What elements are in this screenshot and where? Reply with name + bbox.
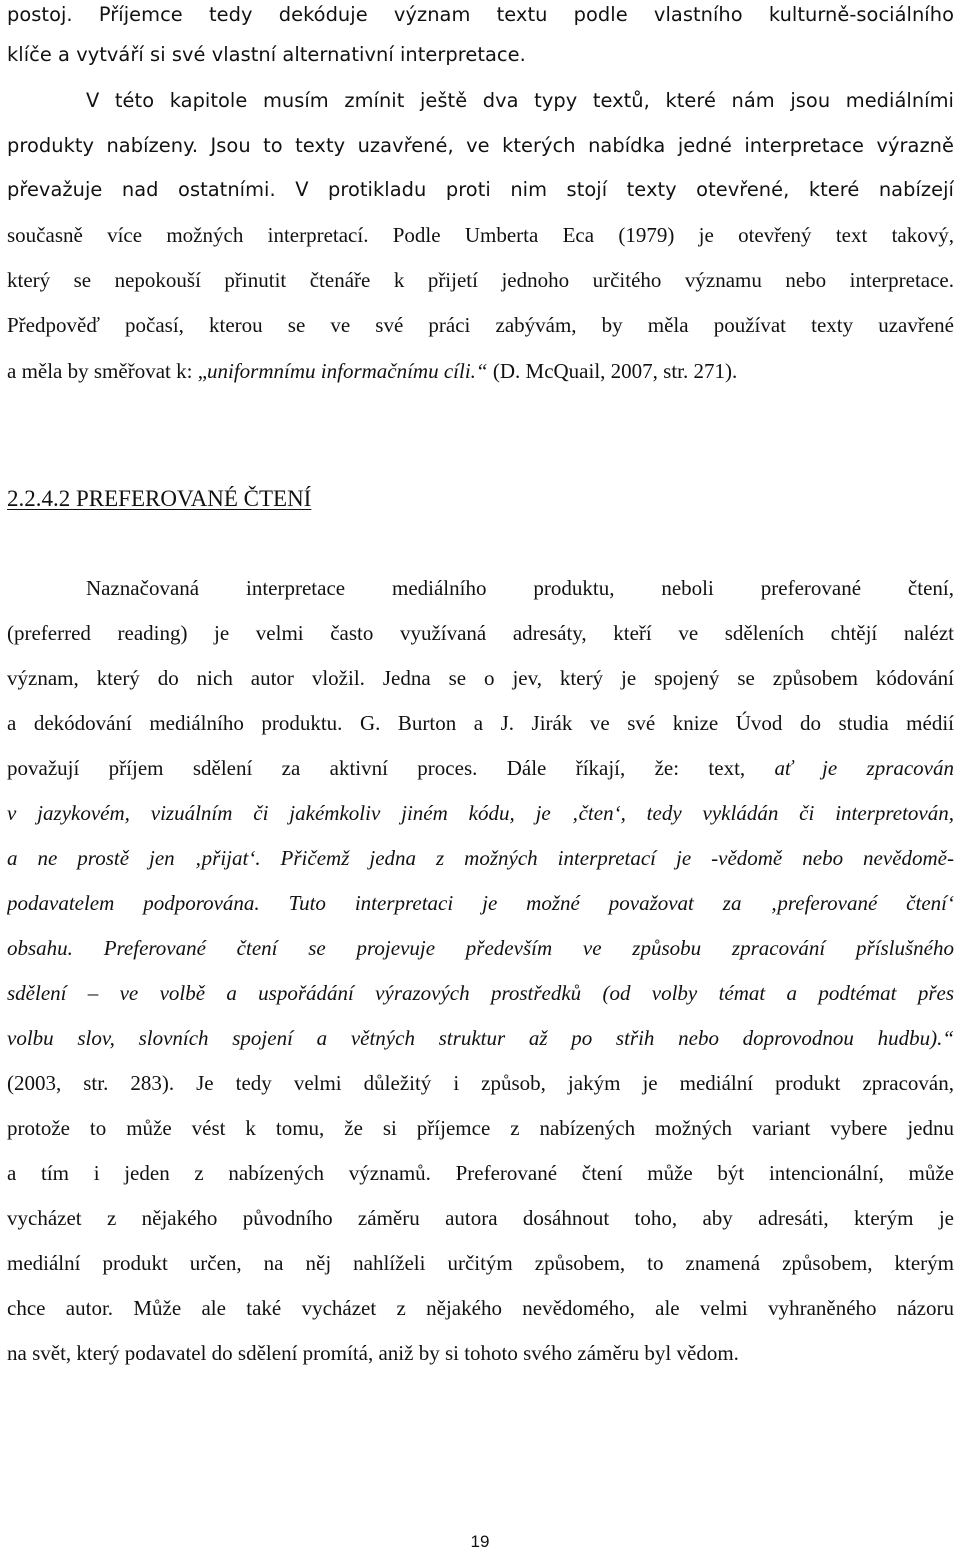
paragraph-line bbox=[7, 356, 954, 386]
quote-start-line: považují příjem sdělení za aktivní proces. Dále říkají, že: text, ať je zpracován bbox=[7, 756, 954, 780]
paragraph-line: obsahu. Preferované čtení se projevuje především ve způsobu zpracování příslušného bbox=[7, 936, 954, 960]
paragraph-line bbox=[7, 753, 954, 783]
page-number: 19 bbox=[470, 1532, 490, 1551]
paragraph-line: chce autor. Může ale také vycházet z nějakého nevědomého, ale velmi vyhraněného názoru bbox=[7, 1296, 954, 1320]
paragraph-line: v jazykovém, vizuálním či jakémkoliv jiném kódu, je ‚čten‘, tedy vykládán či interpretován, bbox=[7, 801, 954, 825]
paragraph-line: Předpověď počasí, kterou se ve své práci zabývám, by měla používat texty uzavřené bbox=[7, 313, 954, 337]
paragraph-line: protože to může vést k tomu, že si příjemce z nabízených možných variant vybere jednu bbox=[7, 1116, 954, 1140]
section-heading: 2.2.4.2 PREFEROVANÉ ČTENÍ bbox=[7, 486, 312, 511]
paragraph-line: a tím i jeden z nabízených významů. Preferované čtení může být intencionální, může bbox=[7, 1161, 954, 1185]
paragraph-line: Naznačovaná interpretace mediálního produktu, neboli preferované čtení, bbox=[86, 576, 954, 600]
paragraph-line: podavatelem podporována. Tuto interpretaci je možné považovat za ‚preferované čtení‘ bbox=[7, 891, 954, 915]
paragraph-line: volbu slov, slovních spojení a větných struktur až po střih nebo doprovodnou hudbu).“ bbox=[7, 1026, 954, 1050]
paragraph-line: a dekódování mediálního produktu. G. Burton a J. Jirák ve své knize Úvod do studia médií bbox=[7, 711, 954, 735]
paragraph-line: produkty nabízeny. Jsou to texty uzavřené, ve kterých nabídka jedné interpretace výrazně bbox=[7, 134, 954, 157]
paragraph-line: současně více možných interpretací. Podle Umberta Eca (1979) je otevřený text takový, bbox=[7, 223, 954, 247]
paragraph-line: a ne prostě jen ‚přijat‘. Přičemž jedna z možných interpretací je -vědomě nebo nevědomě- bbox=[7, 846, 954, 870]
citation-line-text: a měla by směřovat k: „uniformnímu informačnímu cíli.“ (D. McQuail, 2007, str. 271). bbox=[7, 359, 738, 383]
paragraph-line: klíče a vytváří si své vlastní alternativní interpretace. bbox=[7, 43, 526, 66]
paragraph-line: mediální produkt určen, na něj nahlíželi určitým způsobem, to znamená způsobem, kterým bbox=[7, 1251, 954, 1275]
paragraph-line: na svět, který podavatel do sdělení promítá, aniž by si tohoto svého záměru byl vědom. bbox=[7, 1341, 739, 1365]
paragraph-line: převažuje nad ostatními. V protikladu proti nim stojí texty otevřené, které nabízejí bbox=[7, 178, 954, 201]
paragraph-line: vycházet z nějakého původního záměru autora dosáhnout toho, aby adresáti, kterým je bbox=[7, 1206, 954, 1230]
paragraph-line: význam, který do nich autor vložil. Jedna se o jev, který je spojený se způsobem kódování bbox=[7, 666, 954, 690]
paragraph-line: (2003, str. 283). Je tedy velmi důležitý i způsob, jakým je mediální produkt zpracován, bbox=[7, 1071, 954, 1095]
paragraph-line: V této kapitole musím zmínit ještě dva typy textů, které nám jsou mediálními bbox=[86, 89, 954, 112]
paragraph-line: sdělení – ve volbě a uspořádání výrazových prostředků (od volby témat a podtémat přes bbox=[7, 981, 954, 1005]
paragraph-line: postoj. Příjemce tedy dekóduje význam textu podle vlastního kulturně-sociálního bbox=[7, 3, 954, 26]
paragraph-line: (preferred reading) je velmi často využívaná adresáty, kteří ve sděleních chtějí nalézt bbox=[7, 621, 954, 645]
paragraph-line: který se nepokouší přinutit čtenáře k přijetí jednoho určitého významu nebo interpretace. bbox=[7, 268, 954, 292]
